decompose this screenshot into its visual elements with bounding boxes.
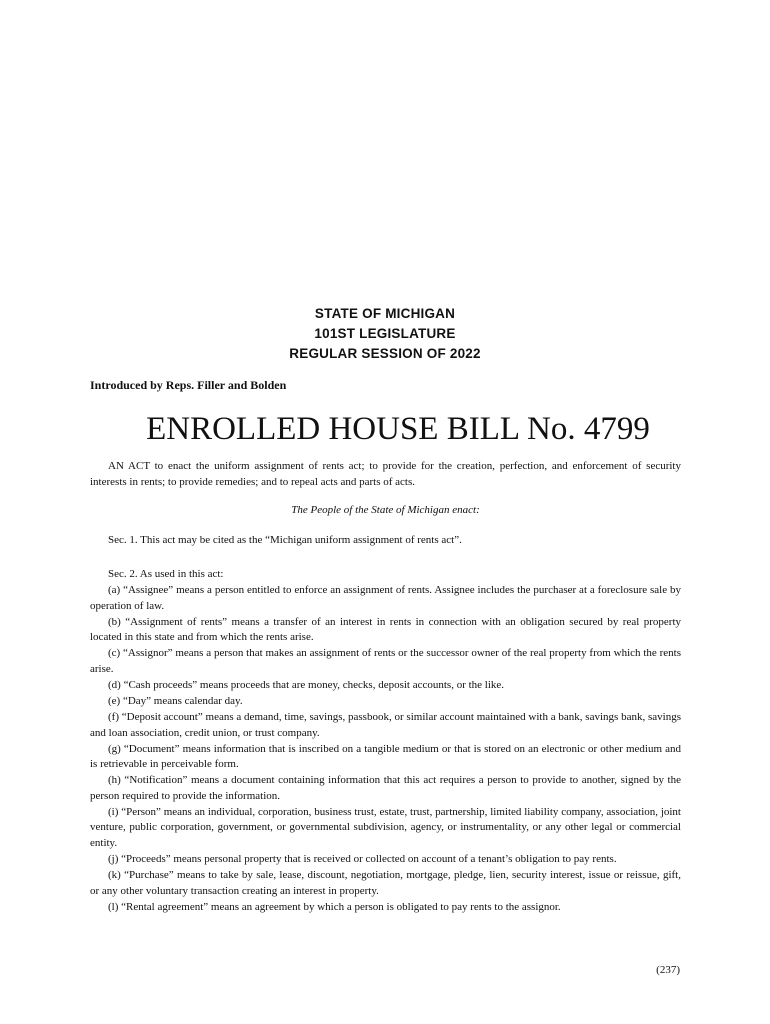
enacting-clause [90,503,681,519]
section-1-text: Sec. 1. This act may be cited as the “Michigan uniform assignment of rents act”. [108,534,462,546]
definition-item: (f) “Deposit account” means a demand, time, savings, passbook, or similar account maintained with a bank, savings bank, savings and loan association, credit union, or trust company. [90,711,681,739]
act-title-paragraph [90,459,681,490]
definition-item: (a) “Assignee” means a person entitled to enforce an assignment of rents. Assignee includes the purchaser at a foreclosure sale by operation of law. [90,584,681,612]
act-text: AN ACT to enact the uniform assignment of rents act; to provide for the creation, perfection, and enforcement of security interests in rents; to provide remedies; and to repeal acts and parts of acts. [90,460,681,488]
enacting-clause-text: The People of the State of Michigan enact: [291,504,480,516]
definition-item: (l) “Rental agreement” means an agreement by which a person is obligated to pay rents to the assignor. [108,900,561,913]
definition-item: (g) “Document” means information that is inscribed on a tangible medium or that is stored on an electronic or other medium and is retrievable in perceivable form. [90,742,681,771]
page-number: (237) [656,964,680,976]
section-2-intro: Sec. 2. As used in this act: [108,568,224,580]
state-header [0,304,770,364]
header-session: REGULAR SESSION OF 2022 [289,346,481,361]
definition-item: (d) “Cash proceeds” means proceeds that are money, checks, deposit accounts, or the like. [108,678,505,691]
definition-item: (k) “Purchase” means to take by sale, lease, discount, negotiation, mortgage, pledge, lien, security interest, issue or reissue, gift, or any other voluntary transaction creating an interest in property. [90,869,681,897]
header-legislature: 101ST LEGISLATURE [314,326,456,341]
header-state: STATE OF MICHIGAN [314,306,456,321]
definition-item: (h) “Notification” means a document containing information that this act requires a person to provide to another, signed by the person required to provide the information. [90,774,681,802]
section-2 [90,567,681,916]
definition-item: (j) “Proceeds” means personal property that is received or collected on account of a tenant’s obligation to pay rents. [108,852,617,865]
definition-item: (i) “Person” means an individual, corporation, business trust, estate, trust, partnership, limited liability company, association, joint venture, public corporation, government, or governmental subdivision, agency, or instrumentality, or any other legal or commercial entity. [90,805,681,849]
bill-title: ENROLLED HOUSE BILL No. 4799 [146,411,650,447]
definition-item: (e) “Day” means calendar day. [108,694,243,707]
definition-item: (b) “Assignment of rents” means a transfer of an interest in rents in connection with an obligation secured by real property located in this state and from which the rents arise. [90,615,681,644]
section-1 [90,533,681,549]
definition-item: (c) “Assignor” means a person that makes an assignment of rents or the successor owner of the real property from which the rents arise. [90,647,681,675]
introduced-by: Introduced by Reps. Filler and Bolden [90,378,287,392]
